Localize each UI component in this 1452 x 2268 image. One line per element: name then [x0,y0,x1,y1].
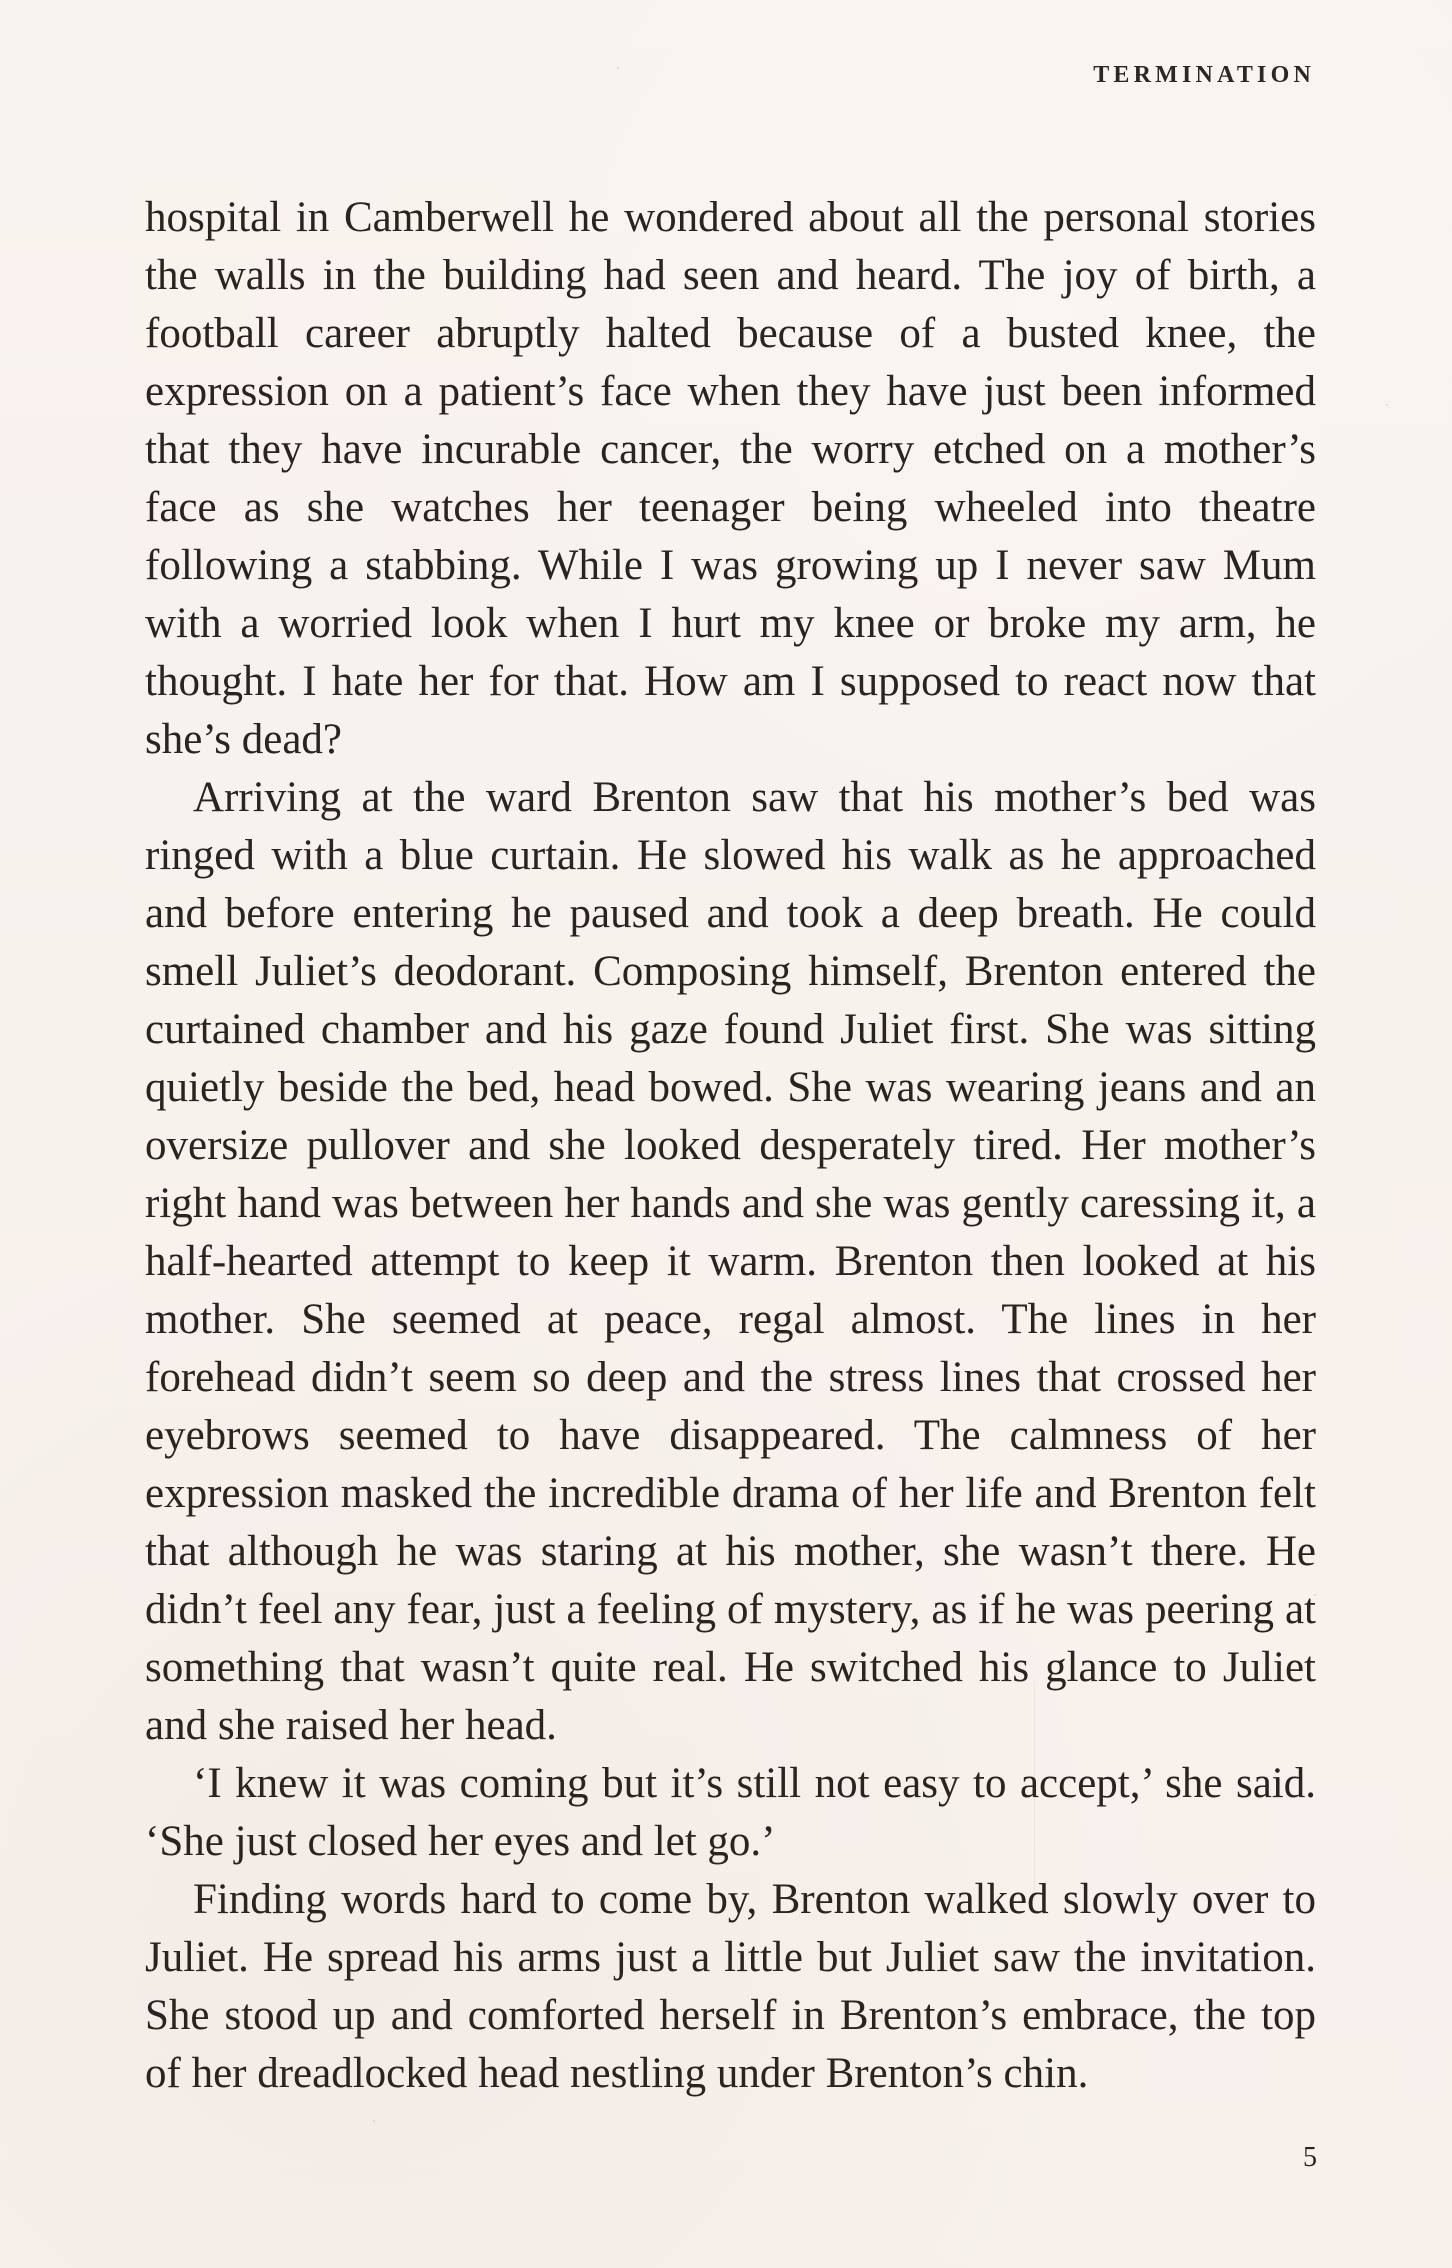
paragraph-1: hospital in Camberwell he wondered about all the personal stories the walls in the building had seen and heard. The joy of birth, a football career abruptly halted because of a busted knee, the expression on a patient’s face when they have just been informed that they have incurable cancer, the worry etched on a mother’s face as she watches her teenager being wheeled into theatre following a stabbing. While I was growing up I never saw Mum with a worried look when I hurt my knee or broke my arm, he thought. I hate her for that. How am I supposed to react now that she’s dead? [145,194,1316,763]
page-number: 5 [1303,2142,1317,2173]
paper-speck [373,2120,375,2122]
body-text [145,189,1316,2103]
paper-speck [1314,1594,1316,1596]
running-head: TERMINATION [1093,62,1315,88]
paper-speck [1386,404,1388,406]
paper-speck [617,67,619,69]
paragraph-3: ‘I knew it was coming but it’s still not easy to accept,’ she said. ‘She just closed her eyes and let go.’ [145,1760,1316,1865]
paragraph-2: Arriving at the ward Brenton saw that his mother’s bed was ringed with a blue curtain. He slowed his walk as he approached and before entering he paused and took a deep breath. He could smell Juliet’s deodorant. Composing himself, Brenton entered the curtained chamber and his gaze found Juliet first. She was sitting quietly beside the bed, head bowed. She was wearing jeans and an oversize pullover and she looked desperately tired. Her mother’s right hand was between her hands and she was gently caressing it, a half-hearted attempt to keep it warm. Brenton then looked at his mother. She seemed at peace, regal almost. The lines in her forehead didn’t seem so deep and the stress lines that crossed her eyebrows seemed to have disappeared. The calmness of her expression masked the incredible drama of her life and Brenton felt that although he was staring at his mother, she wasn’t there. He didn’t feel any fear, just a feeling of mystery, as if he was peering at something that wasn’t quite real. He switched his glance to Juliet and she raised her head. [145,774,1316,1749]
paper-fold-line [1034,1680,1035,1900]
paragraph-4: Finding words hard to come by, Brenton walked slowly over to Juliet. He spread his arms just a little but Juliet saw the invitation. She stood up and comforted herself in Brenton’s embrace, the top of her dreadlocked head nestling under Brenton’s chin. [145,1876,1316,2097]
